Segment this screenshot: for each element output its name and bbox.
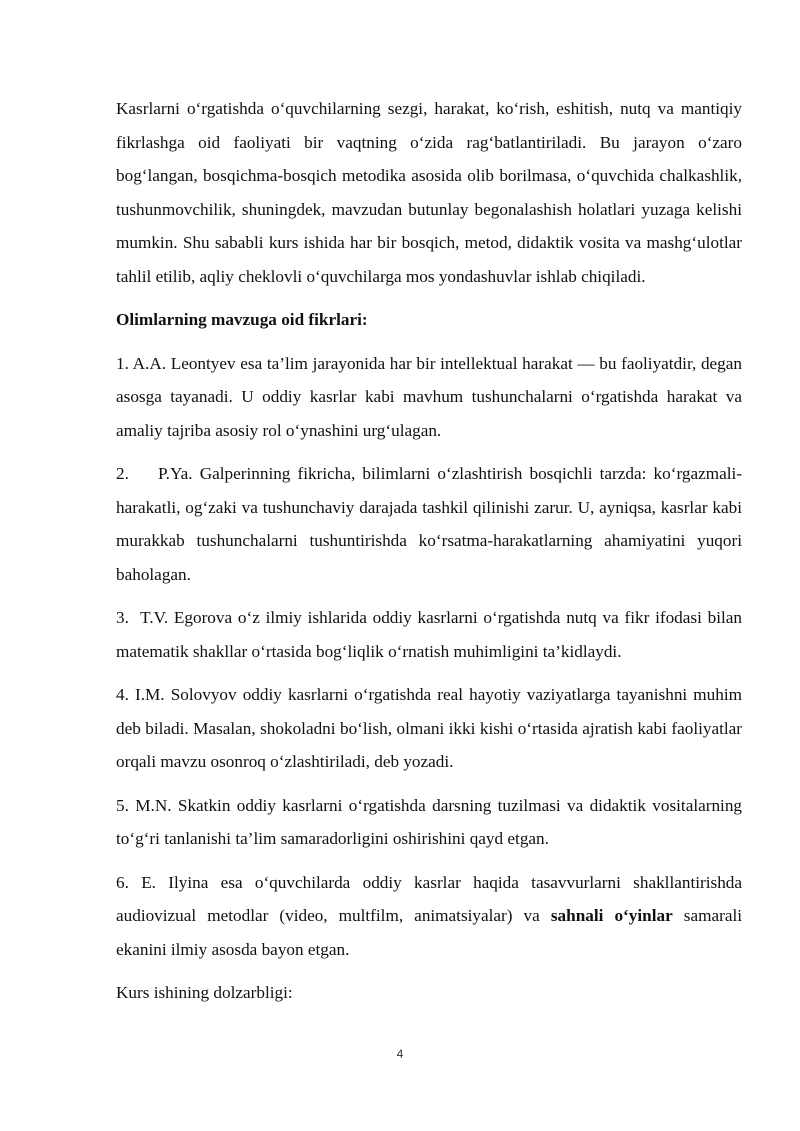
scholar-item-1	[116, 347, 742, 448]
item-text: I.M. Solovyov oddiy kasrlarni o‘rgatishda real hayotiy vaziyatlarga tayanishni muhim deb biladi. Masalan, shokoladni bo‘lish, olmani ikki kishi o‘rtasida ajratish kabi faoliyatlar orqali mavzu osonroq o‘zlashtiriladi, deb yozadi.	[116, 685, 743, 771]
item-text: E. Ilyina esa o‘quvchilarda oddiy kasrlar haqida tasavvurlarni shakllantirishda audiovizual metodlar (video, multfilm, animatsiyalar) va	[116, 872, 743, 925]
relevance-heading: Kurs ishining dolzarbligi:	[116, 983, 293, 1002]
page-number: 4	[396, 1047, 404, 1061]
item-text: T.V. Egorova o‘z ilmiy ishlarida oddiy kasrlarni o‘rgatishda nutq va fikr ifodasi bilan matematik shakllar o‘rtasida bog‘liqlik o‘rnatish muhimligini ta’kidlaydi.	[116, 608, 742, 661]
document-page	[116, 92, 742, 1010]
item-text: P.Ya. Galperinning fikricha, bilimlarni o‘zlashtirish bosqichli tarzda: ko‘rgazmali-harakatli, og‘zaki va tushunchaviy darajada tashkil qilinishi zarur. U, ayniqsa, kasrlar kabi murakkab tushunchalarni tushuntirishda ko‘rsatma-harakatlarning ahamiyatini yuqori baholagan.	[116, 464, 742, 584]
item-number: 5.	[116, 795, 129, 815]
item-number: 4.	[116, 685, 129, 704]
scholar-item-6	[116, 866, 742, 967]
item-text-end: samarali ekanini ilmiy asosda bayon etgan.	[116, 906, 743, 959]
item-text: A.A. Leontyev esa ta’lim jarayonida har bir intellektual harakat — bu faoliyatdir, degan asosga tayanadi. U oddiy kasrlar kabi mavhum tushunchalarni o‘rgatishda harakat va amaliy tajriba asosiy rol o‘ynashini urg‘ulagan.	[116, 353, 742, 440]
scholars-heading: Olimlarning mavzuga oid fikrlari:	[116, 310, 368, 329]
item-number: 3.	[116, 608, 129, 627]
item-number: 2.	[116, 464, 129, 483]
item-bold-phrase: sahnali o‘yinlar	[550, 906, 673, 925]
scholar-item-3	[116, 601, 742, 668]
scholar-item-5	[116, 789, 742, 856]
item-number: 6.	[116, 872, 129, 892]
item-number: 1.	[116, 353, 129, 373]
scholar-item-2	[116, 457, 742, 591]
scholar-item-4	[116, 678, 742, 779]
item-text: M.N. Skatkin oddiy kasrlarni o‘rgatishda darsning tuzilmasi va didaktik vositalarning to‘g‘ri tanlanishi ta’lim samaradorligini oshirishini qayd etgan.	[116, 795, 743, 848]
intro-paragraph: Kasrlarni o‘rgatishda o‘quvchilarning sezgi, harakat, ko‘rish, eshitish, nutq va mantiqiy fikrlashga oid faoliyati bir vaqtning o‘zida rag‘batlantiriladi. Bu jarayon o‘zaro bog‘langan, bosqichma-bosqich metodika asosida olib borilmasa, o‘quvchida chalkashlik, tushunmovchilik, shuningdek, mavzudan butunlay begonalashish holatlari yuzaga kelishi mumkin. Shu sababli kurs ishida har bir bosqich, metod, didaktik vosita va mashg‘ulotlar tahlil etilib, aqliy cheklovli o‘quvchilarga mos yondashuvlar ishlab chiqiladi.	[116, 99, 742, 286]
